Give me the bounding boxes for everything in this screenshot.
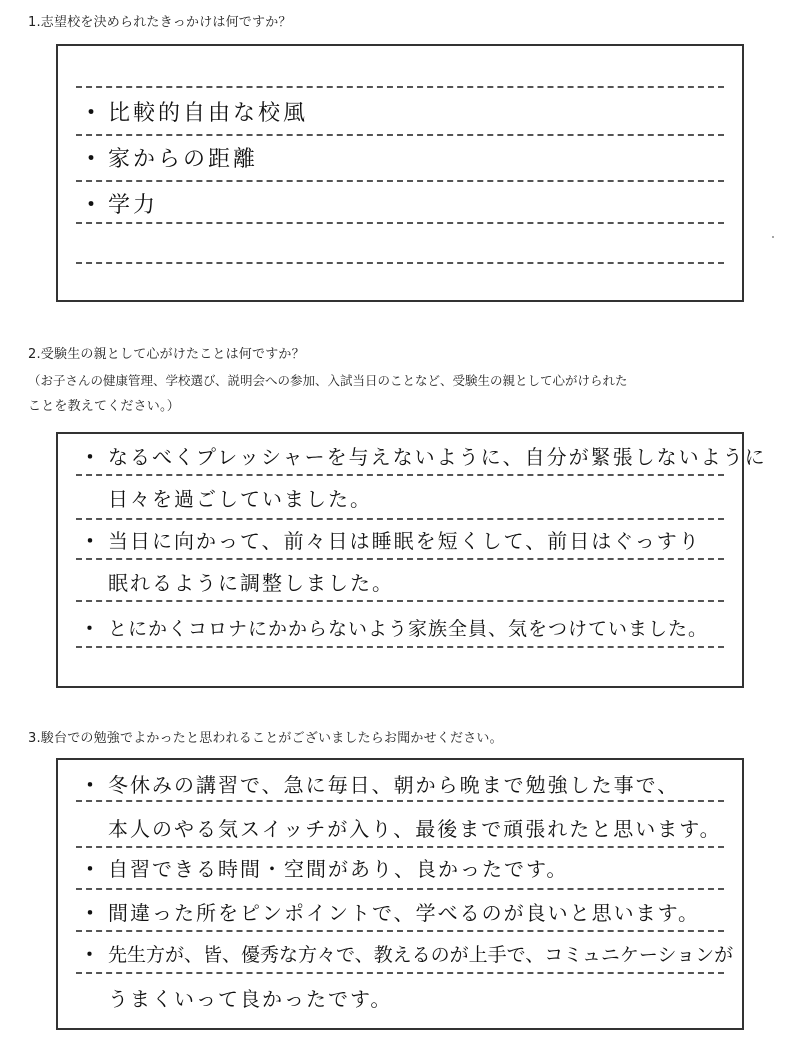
question-2-note: （お子さんの健康管理、学校選び、説明会への参加、入試当日のことなど、受験生の親として心がけられた <box>28 373 628 388</box>
answer-line: ・ とにかくコロナにかからないよう家族全員、気をつけていました。 <box>80 618 709 640</box>
answer-box-1 <box>56 44 744 302</box>
answer-line: ・ 家からの距離 <box>80 146 259 172</box>
question-1: 1.志望校を決められたきっかけは何ですか？ <box>28 15 292 30</box>
answer-line: 本人のやる気スイッチが入り、最後まで頑張れたと思います。 <box>108 817 722 841</box>
dashed-rule <box>76 558 724 560</box>
dashed-rule <box>76 972 724 974</box>
answer-line: 日々を過ごしていました。 <box>108 487 372 511</box>
dashed-rule <box>76 262 724 264</box>
answer-line: ・ 先生方が、皆、優秀な方々で、教えるのが上手で、コミュニケーションが <box>80 944 734 966</box>
answer-line: ・ 比較的自由な校風 <box>80 100 309 126</box>
answer-line: ・ 自習できる時間・空間があり、良かったです。 <box>80 857 569 881</box>
answer-box-2 <box>56 432 767 688</box>
answer-line: ・ なるべくプレッシャーを与えないように、自分が緊張しないように <box>80 445 767 469</box>
answer-box-3 <box>56 758 744 1030</box>
question-2-note: ことを教えてください。） <box>28 399 180 414</box>
question-2: 2.受験生の親として心がけたことは何ですか？ <box>28 347 305 362</box>
scan-speck <box>772 236 774 238</box>
dashed-rule <box>76 888 724 890</box>
dashed-rule <box>76 800 724 802</box>
answer-line: ・ 学力 <box>80 192 159 218</box>
answer-line: ・ 当日に向かって、前々日は睡眠を短くして、前日はぐっすり <box>80 529 701 553</box>
dashed-rule <box>76 180 724 182</box>
dashed-rule <box>76 86 724 88</box>
dashed-rule <box>76 474 724 476</box>
dashed-rule <box>76 222 724 224</box>
answer-line: ・ 間違った所をピンポイントで、学べるのが良いと思います。 <box>80 901 700 925</box>
dashed-rule <box>76 518 724 520</box>
answer-line: うまくいって良かったです。 <box>108 987 393 1011</box>
dashed-rule <box>76 930 724 932</box>
dashed-rule <box>76 646 724 648</box>
dashed-rule <box>76 600 724 602</box>
answer-line: 眠れるように調整しました。 <box>108 571 394 595</box>
answer-line: ・ 冬休みの講習で、急に毎日、朝から晩まで勉強した事で、 <box>80 773 680 797</box>
dashed-rule <box>76 134 724 136</box>
question-3: 3.駿台での勉強でよかったと思われることがございましたらお聞かせください。 <box>28 731 503 746</box>
dashed-rule <box>76 846 724 848</box>
